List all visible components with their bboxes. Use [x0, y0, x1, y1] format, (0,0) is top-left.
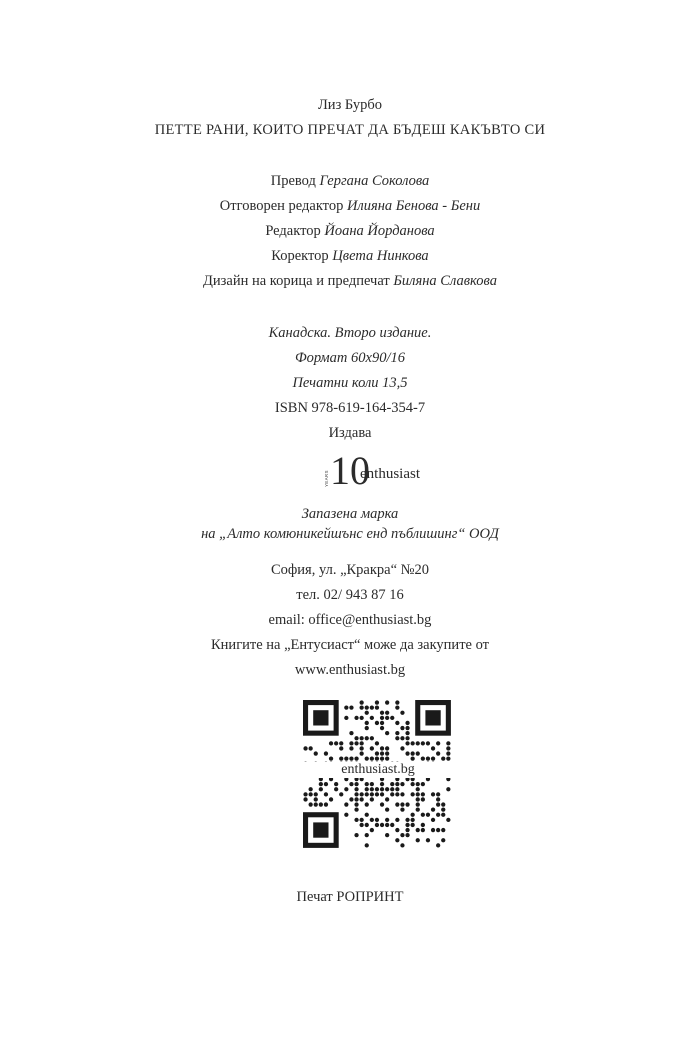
logo-wordmark: enthusiast: [360, 466, 420, 482]
author-name: Лиз Бурбо: [317, 97, 383, 113]
qr-module: [385, 731, 389, 735]
qr-module: [354, 741, 358, 745]
qr-module: [421, 828, 425, 832]
qr-module: [375, 741, 379, 745]
qr-module: [416, 838, 420, 842]
qr-module: [405, 736, 409, 740]
qr-module: [334, 787, 338, 791]
qr-module: [354, 782, 358, 786]
qr-module: [426, 838, 430, 842]
qr-module: [416, 797, 420, 801]
qr-module: [395, 706, 399, 710]
qr-module: [421, 797, 425, 801]
qr-module: [436, 813, 440, 817]
qr-module: [385, 716, 389, 720]
qr-module: [380, 782, 384, 786]
qr-module: [431, 792, 435, 796]
qr-module: [365, 843, 369, 847]
qr-module: [395, 787, 399, 791]
qr-module: [421, 792, 425, 796]
qr-module: [360, 741, 364, 745]
qr-module: [370, 706, 374, 710]
qr-module: [416, 808, 420, 812]
qr-module: [436, 751, 440, 755]
qr-finder-center: [425, 710, 440, 725]
qr-module: [441, 828, 445, 832]
qr-module: [426, 757, 430, 761]
qr-module: [446, 746, 450, 750]
qr-module: [380, 711, 384, 715]
qr-module: [339, 757, 343, 761]
qr-module: [354, 797, 358, 801]
qr-module: [324, 782, 328, 786]
qr-module: [375, 751, 379, 755]
book-title: ПЕТТЕ РАНИ, КОИТО ПРЕЧАТ ДА БЪДЕШ КАКЪВТО СИ: [154, 122, 546, 138]
qr-module: [385, 700, 389, 704]
qr-module: [375, 706, 379, 710]
address: София, ул. „Кракра“ №20: [270, 562, 429, 578]
qr-module: [416, 741, 420, 745]
qr-module: [319, 782, 323, 786]
qr-module: [329, 757, 333, 761]
qr-module: [370, 828, 374, 832]
qr-finder-center: [313, 710, 328, 725]
qr-module: [436, 843, 440, 847]
qr-module: [380, 787, 384, 791]
qr-module: [344, 813, 348, 817]
credit-proofreader: [0, 247, 700, 265]
qr-module: [365, 823, 369, 827]
qr-module: [319, 787, 323, 791]
qr-module: [380, 792, 384, 796]
qr-module: [375, 757, 379, 761]
qr-module: [411, 792, 415, 796]
edition-format: Формат 60x90/16: [294, 350, 405, 366]
qr-module: [354, 808, 358, 812]
qr-module: [426, 813, 430, 817]
qr-module: [441, 813, 445, 817]
credit-managing-editor: [0, 197, 700, 215]
qr-module: [395, 700, 399, 704]
qr-module: [395, 838, 399, 842]
qr-module: [314, 792, 318, 796]
qr-module: [431, 828, 435, 832]
qr-module: [416, 792, 420, 796]
qr-module: [400, 792, 404, 796]
qr-module: [400, 782, 404, 786]
edition-origin: Канадска. Второ издание.: [268, 325, 432, 341]
qr-module: [339, 792, 343, 796]
qr-module: [370, 757, 374, 761]
qr-module: [385, 787, 389, 791]
qr-module: [365, 813, 369, 817]
qr-module: [370, 782, 374, 786]
qr-module: [360, 792, 364, 796]
qr-module: [421, 813, 425, 817]
qr-module: [446, 757, 450, 761]
qr-module: [360, 823, 364, 827]
qr-module: [390, 782, 394, 786]
qr-module: [370, 736, 374, 740]
qr-module: [385, 711, 389, 715]
qr-module: [411, 751, 415, 755]
qr-module: [365, 711, 369, 715]
qr-module: [365, 736, 369, 740]
qr-module: [436, 797, 440, 801]
qr-module: [436, 828, 440, 832]
qr-module: [431, 757, 435, 761]
qr-module: [436, 802, 440, 806]
qr-module: [400, 726, 404, 730]
qr-module: [405, 818, 409, 822]
qr-module: [354, 818, 358, 822]
qr-module: [400, 843, 404, 847]
qr-module: [324, 802, 328, 806]
qr-module: [395, 736, 399, 740]
qr-module: [431, 818, 435, 822]
qr-module: [405, 741, 409, 745]
qr-module: [354, 792, 358, 796]
qr-module: [416, 787, 420, 791]
qr-module: [339, 746, 343, 750]
qr-module: [400, 736, 404, 740]
qr-module: [354, 802, 358, 806]
qr-module: [309, 792, 313, 796]
credit-person: Гергана Соколова: [319, 173, 430, 189]
qr-module: [426, 741, 430, 745]
qr-module: [385, 797, 389, 801]
qr-module: [405, 802, 409, 806]
qr-module: [400, 808, 404, 812]
qr-module: [380, 716, 384, 720]
qr-module: [370, 797, 374, 801]
qr-module: [360, 751, 364, 755]
qr-module: [441, 802, 445, 806]
qr-module: [405, 823, 409, 827]
qr-module: [375, 721, 379, 725]
qr-module: [344, 787, 348, 791]
qr-module: [370, 746, 374, 750]
qr-module: [380, 746, 384, 750]
credit-person: Йоана Йорданова: [324, 223, 435, 239]
qr-module: [416, 828, 420, 832]
qr-module: [375, 818, 379, 822]
qr-module: [375, 787, 379, 791]
qr-module: [441, 757, 445, 761]
qr-module: [365, 721, 369, 725]
qr-module: [319, 802, 323, 806]
credit-person: Илияна Бенова - Бени: [346, 198, 481, 214]
isbn: ISBN 978-619-164-354-7: [274, 400, 426, 416]
credit-translation: [0, 172, 700, 190]
qr-module: [375, 700, 379, 704]
qr-module: [436, 741, 440, 745]
qr-module: [385, 823, 389, 827]
qr-module: [365, 706, 369, 710]
qr-module: [441, 838, 445, 842]
qr-module: [309, 787, 313, 791]
qr-module: [360, 700, 364, 704]
qr-module: [365, 833, 369, 837]
qr-module: [385, 746, 389, 750]
qr-module: [395, 802, 399, 806]
email: email: office@enthusiast.bg: [268, 612, 432, 628]
qr-module: [360, 797, 364, 801]
qr-module: [436, 792, 440, 796]
qr-module: [324, 751, 328, 755]
qr-module: [349, 706, 353, 710]
qr-module: [349, 757, 353, 761]
qr-module: [385, 757, 389, 761]
qr-module: [354, 757, 358, 761]
qr-module: [370, 792, 374, 796]
qr-module: [390, 792, 394, 796]
qr-code-icon: [301, 698, 455, 850]
qr-module: [344, 802, 348, 806]
credit-person: Цвета Нинкова: [332, 248, 429, 264]
qr-module: [411, 818, 415, 822]
qr-module: [344, 716, 348, 720]
qr-module: [421, 741, 425, 745]
qr-module: [360, 736, 364, 740]
qr-module: [390, 716, 394, 720]
qr-module: [446, 818, 450, 822]
qr-module: [360, 746, 364, 750]
qr-module: [431, 746, 435, 750]
qr-module: [365, 792, 369, 796]
publisher-logo: [324, 448, 434, 495]
qr-module: [309, 746, 313, 750]
qr-module: [400, 802, 404, 806]
qr-module: [380, 823, 384, 827]
phone: тел. 02/ 943 87 16: [296, 587, 404, 603]
qr-module: [385, 751, 389, 755]
credit-designer: [0, 272, 700, 290]
credit-role: Коректор: [271, 248, 329, 264]
qr-module: [411, 782, 415, 786]
qr-module: [360, 706, 364, 710]
qr-module: [380, 751, 384, 755]
qr-module: [411, 823, 415, 827]
qr-module: [395, 828, 399, 832]
qr-module: [446, 787, 450, 791]
printer: Печат РОПРИНТ: [296, 889, 404, 905]
qr-module: [385, 808, 389, 812]
qr-module: [354, 833, 358, 837]
qr-module: [329, 741, 333, 745]
qr-module: [405, 751, 409, 755]
qr-module: [344, 706, 348, 710]
qr-module: [354, 736, 358, 740]
qr-module: [334, 782, 338, 786]
qr-module: [411, 813, 415, 817]
qr-module: [446, 741, 450, 745]
publisher-label: Издава: [328, 425, 372, 441]
qr-module: [339, 741, 343, 745]
qr-label: enthusiast.bg: [301, 762, 455, 778]
qr-module: [405, 828, 409, 832]
qr-module: [421, 823, 425, 827]
qr-module: [405, 721, 409, 725]
qr-module: [365, 782, 369, 786]
qr-module: [329, 797, 333, 801]
logo-number: 10: [330, 448, 370, 493]
qr-module: [400, 746, 404, 750]
qr-module: [380, 726, 384, 730]
qr-module: [354, 716, 358, 720]
credit-role: Редактор: [265, 223, 321, 239]
qr-module: [416, 782, 420, 786]
trademark-line-1: Запазена марка: [301, 506, 399, 522]
credit-role: Превод: [270, 173, 316, 189]
qr-module: [309, 802, 313, 806]
qr-module: [375, 823, 379, 827]
qr-module: [303, 797, 307, 801]
qr-module: [395, 721, 399, 725]
logo-years: YEARS: [324, 470, 329, 487]
qr-module: [390, 787, 394, 791]
qr-module: [324, 792, 328, 796]
credit-person: Биляна Славкова: [393, 273, 497, 289]
qr-module: [344, 757, 348, 761]
credit-editor: [0, 222, 700, 240]
qr-module: [380, 802, 384, 806]
qr-module: [385, 833, 389, 837]
trademark-line-2: на „Алто комюникейшънс енд пъблишинг“ ООД: [201, 526, 499, 542]
qr-module: [365, 757, 369, 761]
credit-role: Отговорен редактор: [219, 198, 344, 214]
qr-module: [411, 757, 415, 761]
qr-module: [349, 731, 353, 735]
qr-module: [400, 833, 404, 837]
qr-module: [431, 808, 435, 812]
qr-module: [405, 731, 409, 735]
qr-module: [370, 818, 374, 822]
qr-module: [365, 802, 369, 806]
shop-note: Книгите на „Ентусиаст“ може да закупите от: [211, 637, 489, 653]
qr-module: [334, 741, 338, 745]
qr-module: [405, 726, 409, 730]
qr-module: [354, 787, 358, 791]
qr-module: [349, 782, 353, 786]
qr-module: [349, 746, 353, 750]
qr-module: [349, 741, 353, 745]
qr-module: [416, 751, 420, 755]
qr-module: [395, 818, 399, 822]
qr-module: [395, 792, 399, 796]
qr-module: [314, 751, 318, 755]
qr-module: [405, 833, 409, 837]
edition-sheets: Печатни коли 13,5: [292, 375, 408, 391]
qr-module: [365, 726, 369, 730]
qr-module: [395, 782, 399, 786]
qr-module: [349, 797, 353, 801]
qr-module: [416, 802, 420, 806]
qr-module: [441, 808, 445, 812]
qr-module: [421, 782, 425, 786]
qr-module: [385, 818, 389, 822]
qr-module: [411, 741, 415, 745]
qr-module: [370, 787, 374, 791]
credit-role: Дизайн на корица и предпечат: [203, 273, 390, 289]
website: www.enthusiast.bg: [294, 662, 406, 678]
qr-finder-center: [313, 822, 328, 837]
qr-module: [360, 716, 364, 720]
qr-module: [400, 711, 404, 715]
qr-module: [421, 757, 425, 761]
qr-module: [395, 731, 399, 735]
qr-module: [303, 792, 307, 796]
qr-module: [365, 787, 369, 791]
qr-module: [303, 746, 307, 750]
qr-module: [314, 797, 318, 801]
qr-module: [370, 716, 374, 720]
qr-module: [380, 757, 384, 761]
qr-module: [375, 792, 379, 796]
qr-module: [390, 823, 394, 827]
qr-module: [314, 802, 318, 806]
qr-module: [446, 751, 450, 755]
qr-module: [380, 721, 384, 725]
qr-module: [360, 818, 364, 822]
